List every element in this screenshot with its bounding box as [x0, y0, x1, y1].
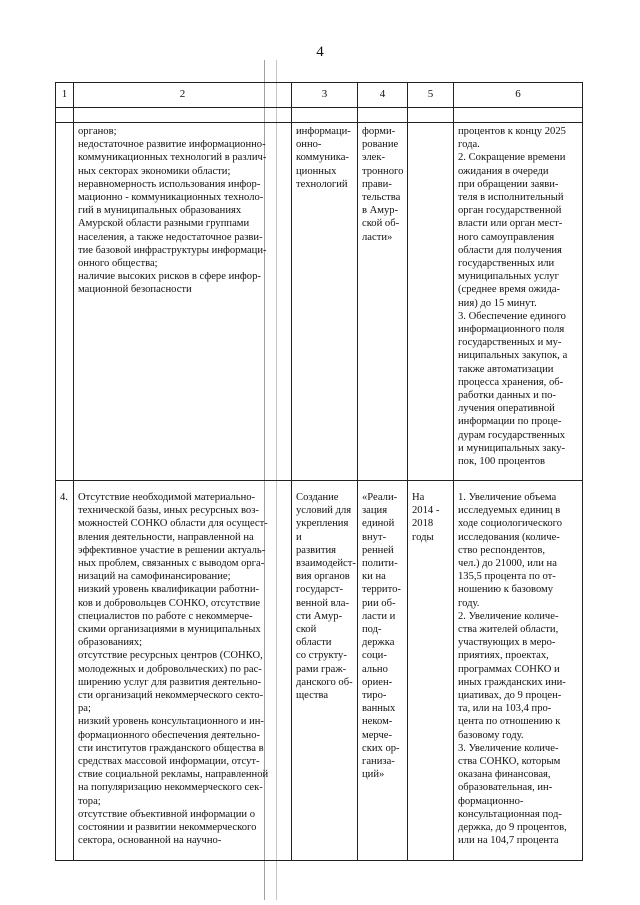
cell-text-line: тельства: [362, 192, 401, 204]
goal-cell: [292, 481, 358, 861]
column-header: 1: [56, 83, 74, 108]
cell-text-line: 2018: [412, 518, 434, 530]
cell-text-line: молодежных и добровольческих) по рас-: [78, 663, 262, 675]
cell-text-line: отсутствие объективной информации о: [78, 808, 256, 820]
cell-text-line: образовательная, ин-: [458, 782, 553, 794]
cell-text-line: базовому году.: [458, 729, 524, 741]
cell-text-line: технологий: [296, 178, 348, 190]
cell-text-line: отсутствие ресурсных центров (СОНКО,: [78, 650, 263, 662]
cell-text-line: при обращении заяви-: [458, 178, 559, 190]
cell-text-line: онно-: [296, 139, 322, 151]
cell-text-line: формационного обеспечения деятельно-: [78, 729, 261, 741]
cell-text-line: годы: [412, 531, 434, 543]
column-header: 6: [454, 83, 583, 108]
cell-text-line: Отсутствие необходимой материально-: [78, 492, 256, 503]
cell-text-line: мационной безопасности: [78, 284, 192, 296]
cell-text-line: «Реали-: [362, 492, 398, 503]
cell-text-line: Создание: [296, 492, 339, 503]
cell-text-line: технической базы, иных ресурсных воз-: [78, 505, 259, 517]
cell-text-line: чел.) до 21000, или на: [458, 558, 557, 570]
cell-text-line: 2. Увеличение количе-: [458, 610, 559, 622]
cell-text-line: 135,5 процента по от-: [458, 571, 556, 583]
cell-text-line: 3. Увеличение количе-: [458, 742, 559, 754]
cell-text-line: государст-: [296, 584, 344, 596]
cell-text-line: ношению к базовому: [458, 584, 554, 596]
cell-text-line: сти организаций некоммерческого секто-: [78, 690, 264, 702]
cell-text-line: та, или на 103,4 про-: [458, 703, 552, 715]
cell-text-line: исследования (количе-: [458, 531, 560, 543]
cell-text-line: развития: [296, 544, 337, 556]
program-cell: [358, 123, 408, 481]
cell-text-line: наличие высоких рисков в сфере инфор-: [78, 271, 261, 283]
cell-text-line: держка: [362, 637, 395, 649]
cell-text-line: внут-: [362, 531, 387, 543]
cell-text-line: ширению услуг для развития деятельно-: [78, 676, 262, 688]
cell-text-line: сти институтов гражданского общества в: [78, 742, 264, 754]
cell-text-line: в Амур-: [362, 205, 399, 217]
cell-text-line: ки на: [362, 571, 386, 583]
cell-text-line: скими организациями в муниципальных: [78, 624, 261, 636]
cell-text-line: цента по отношению к: [458, 716, 561, 728]
cell-text-line: соци-: [362, 650, 387, 662]
cell-text-line: гий в муниципальных образованиях: [78, 205, 242, 217]
cell-text-line: держка, до 9 процентов,: [458, 822, 567, 834]
cell-text-line: рии об-: [362, 597, 396, 609]
period-cell: [408, 123, 454, 481]
goal-cell: [292, 123, 358, 481]
cell-text-line: состоянии и развитии некоммерческого: [78, 822, 257, 834]
cell-text-line: прави-: [362, 178, 392, 190]
cell-text-line: тронного: [362, 165, 404, 177]
cell-text-line: тие базовой инфраструктуры информаци-: [78, 244, 267, 256]
cell-text-line: образованиях;: [78, 637, 143, 649]
cell-text-line: ных проблем, связанных с выводом орга-: [78, 558, 265, 570]
cell-text-line: ционных: [296, 165, 337, 177]
cell-text-line: оказана финансовая,: [458, 769, 551, 781]
cell-text-line: тиро-: [362, 690, 387, 702]
cell-text-line: ных секторах экономики области;: [78, 165, 231, 177]
cell-text-line: сектора, основанной на научно-: [78, 835, 222, 847]
cell-text-line: ствие социальной рекламы, направленной: [78, 769, 269, 781]
cell-text-line: ного самоуправления: [458, 231, 555, 243]
column-header: 4: [358, 83, 408, 108]
cell-text-line: приятиях, проектах,: [458, 650, 549, 662]
cell-text-line: со структу-: [296, 650, 347, 662]
cell-text-line: ожидания в очереди: [458, 165, 549, 177]
cell-text-line: муниципальных услуг: [458, 271, 559, 283]
cell-text-line: 3. Обеспечение единого: [458, 310, 566, 322]
program-table: [55, 82, 583, 861]
cell-text-line: на популяризацию некоммерческого сек-: [78, 782, 263, 794]
period-cell: [408, 481, 454, 861]
column-header: 3: [292, 83, 358, 108]
cell-text-line: рами граж-: [296, 663, 347, 675]
cell-text-line: единой: [362, 518, 395, 530]
cell-text-line: эффективное участие в решении актуаль-: [78, 544, 266, 556]
cell-text-line: теля в исполнительный: [458, 192, 564, 204]
cell-text-line: также автоматизации: [458, 363, 554, 375]
cell-text-line: ориен-: [362, 676, 393, 688]
cell-text-line: взаимодейст-: [296, 558, 356, 570]
table-row: [56, 481, 583, 861]
cell-text-line: недостаточное развитие информационно-: [78, 139, 266, 151]
cell-text-line: На: [412, 492, 425, 503]
cell-text-line: ласти»: [362, 231, 393, 243]
cell-text-line: ства СОНКО, которым: [458, 756, 561, 768]
cell-text-line: циативах, до 9 процен-: [458, 690, 562, 702]
row-number-cell: [56, 123, 74, 481]
cell-text-line: исследуемых единиц в: [458, 505, 561, 517]
cell-text-line: лучения оперативной: [458, 403, 555, 415]
problem-cell: [74, 123, 292, 481]
cell-text-line: мерче-: [362, 729, 392, 741]
cell-text-line: ков и добровольцев СОНКО, отсутствие: [78, 597, 261, 609]
cell-text-line: ренней: [362, 544, 394, 556]
cell-text-line: иных гражданских ини-: [458, 676, 566, 688]
cell-text-line: низкий уровень квалификации работни-: [78, 584, 260, 596]
page-number: 4: [316, 44, 324, 60]
cell-text-line: венной вла-: [296, 597, 349, 609]
problem-cell: [74, 481, 292, 861]
cell-text-line: государственных или: [458, 258, 555, 270]
cell-text-line: под-: [362, 624, 382, 636]
cell-text-line: низаций на самофинансирование;: [78, 571, 231, 583]
cell-text-line: можностей СОНКО области для осущест-: [78, 518, 268, 530]
cell-text-line: вления деятельности, направленной на: [78, 531, 254, 543]
cell-text-line: программах СОНКО и: [458, 663, 560, 675]
cell-text-line: 2. Сокращение времени: [458, 152, 566, 164]
cell-text-line: Амурской области разными группами: [78, 218, 250, 230]
cell-text-line: ство респондентов,: [458, 544, 546, 556]
cell-text-line: работки данных и по-: [458, 390, 556, 402]
cell-text-line: ганиза-: [362, 756, 395, 768]
cell-text-line: ванных: [362, 703, 396, 715]
cell-text-line: году.: [458, 597, 480, 609]
cell-text-line: специалистов по работе с некоммерче-: [78, 610, 253, 622]
cell-text-line: органов;: [78, 126, 117, 137]
cell-text-line: пок, 100 процентов: [458, 456, 546, 468]
cell-text-line: года.: [458, 139, 480, 151]
cell-text-line: дурам государственных: [458, 429, 565, 441]
cell-text-line: формационно-: [458, 795, 524, 807]
cell-text-line: щества: [296, 690, 329, 702]
cell-text-line: участвующих в меро-: [458, 637, 556, 649]
cell-text-line: информации по проце-: [458, 416, 562, 428]
column-header: 5: [408, 83, 454, 108]
cell-text-line: террито-: [362, 584, 401, 596]
row-number-cell: 4.: [56, 481, 74, 861]
cell-text-line: сти Амур-: [296, 610, 343, 622]
cell-text-line: ской об-: [362, 218, 400, 230]
indicators-cell: [454, 123, 583, 481]
cell-text-line: ской области: [296, 624, 332, 649]
cell-text-line: неравномерность использования инфор-: [78, 178, 261, 190]
indicators-cell: [454, 481, 583, 861]
cell-text-line: зация: [362, 505, 388, 517]
cell-text-line: мационно - коммуникационных техноло-: [78, 192, 264, 204]
cell-text-line: условий для: [296, 505, 352, 517]
cell-text-line: онного общества;: [78, 258, 158, 270]
cell-text-line: ласти и: [362, 610, 396, 622]
cell-text-line: рование: [362, 139, 399, 151]
cell-text-line: власти или орган мест-: [458, 218, 563, 230]
cell-text-line: полити-: [362, 558, 398, 570]
cell-text-line: ально: [362, 663, 388, 675]
cell-text-line: элек-: [362, 152, 386, 164]
cell-text-line: данского об-: [296, 676, 353, 688]
cell-text-line: вия органов: [296, 571, 350, 583]
cell-text-line: области для получения: [458, 244, 562, 256]
cell-text-line: ния) до 15 минут.: [458, 297, 537, 309]
cell-text-line: информаци-: [296, 126, 351, 137]
program-cell: [358, 481, 408, 861]
cell-text-line: тора;: [78, 795, 101, 807]
column-header: 2: [74, 83, 292, 108]
cell-text-line: ниципальных закупок, а: [458, 350, 568, 362]
cell-text-line: коммуника-: [296, 152, 349, 164]
cell-text-line: коммуникационных технологий в различ-: [78, 152, 267, 164]
cell-text-line: населения, а также недостаточное разви-: [78, 231, 263, 243]
table-header-row: [56, 83, 583, 108]
cell-text-line: 1. Увеличение объема: [458, 492, 557, 503]
cell-text-line: низкий уровень консультационного и ин-: [78, 716, 264, 728]
cell-text-line: ства жителей области,: [458, 624, 559, 636]
cell-text-line: (среднее время ожида-: [458, 284, 561, 296]
cell-text-line: и муниципальных заку-: [458, 442, 566, 454]
cell-text-line: орган государственной: [458, 205, 562, 217]
cell-text-line: процентов к концу 2025: [458, 126, 566, 137]
cell-text-line: ций»: [362, 769, 385, 781]
spacer-row: [56, 108, 583, 123]
cell-text-line: или на 104,7 процента: [458, 835, 559, 847]
cell-text-line: информационного поля: [458, 324, 565, 336]
cell-text-line: ра;: [78, 703, 91, 715]
cell-text-line: консультационная под-: [458, 808, 562, 820]
cell-text-line: неком-: [362, 716, 393, 728]
cell-text-line: ходе социологического: [458, 518, 562, 530]
cell-text-line: процесса хранения, об-: [458, 376, 564, 388]
cell-text-line: 2014 -: [412, 505, 440, 517]
cell-text-line: средствах массовой информации, отсут-: [78, 756, 260, 768]
cell-text-line: форми-: [362, 126, 396, 137]
table-row: [56, 123, 583, 481]
cell-text-line: государственных и му-: [458, 337, 562, 349]
cell-text-line: ских ор-: [362, 742, 400, 754]
cell-text-line: укрепления и: [296, 518, 349, 543]
